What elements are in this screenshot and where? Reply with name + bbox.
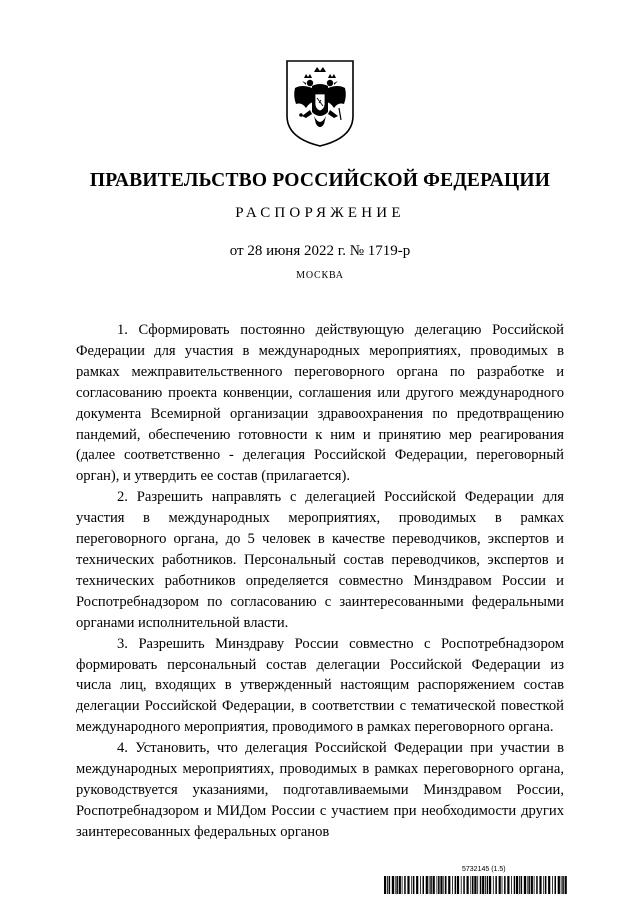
paragraph-1: 1. Сформировать постоянно действующую делегацию Российской Федерации для участия в международных мероприятиях, проводимых в рамках межправительственного переговорного органа по разработке и согласованию проекта конвенции, соглашения или другого международного документа Всемирной организации здравоохранения по предотвращению пандемий, обеспечению готовности к ним и принятию мер реагирования (далее соответственно - делегация Российской Федерации, переговорный орган), и утвердить ее состав (прилагается). xyxy=(76,322,564,485)
paragraph-4: 4. Установить, что делегация Российской Федерации при участии в международных мероприятиях, проводимых в рамках переговорного органа, руководствуется указаниями, подготавливаемыми Минздравом России, Роспотребнадзором и МИДом России с участием при необходимости других заинтересованных федеральных органов xyxy=(76,740,564,840)
barcode-icon xyxy=(384,876,568,894)
document-city: МОСКВА xyxy=(296,270,344,281)
coat-of-arms-icon xyxy=(284,58,356,148)
paragraph-2: 2. Разрешить направлять с делегацией Российской Федерации для участия в международных мероприятиях, проводимых в рамках переговорного органа, до 5 человек в качестве переводчиков, экспертов и технических работников. Персональный состав переводчиков, экспертов и технических работников определяется совместно Минздравом России и Роспотребнадзором по согласованию с заинтересованными федеральными органами исполнительной власти. xyxy=(76,489,564,631)
document-type: РАСПОРЯЖЕНИЕ xyxy=(235,205,405,221)
barcode-number: 5732145 (1.5) xyxy=(462,866,506,873)
document-date-number: от 28 июня 2022 г. № 1719-р xyxy=(229,243,411,259)
government-title: ПРАВИТЕЛЬСТВО РОССИЙСКОЙ ФЕДЕРАЦИИ xyxy=(89,170,551,191)
paragraph-3: 3. Разрешить Минздраву России совместно с Роспотребнадзором формировать персональный состав делегации Российской Федерации из числа лиц, входящих в утвержденный настоящим распоряжением состав делегации Российской Федерации, в соответствии с тематической повесткой международного мероприятия, проводимого в рамках переговорного органа. xyxy=(76,635,564,736)
document-body xyxy=(76,320,564,843)
